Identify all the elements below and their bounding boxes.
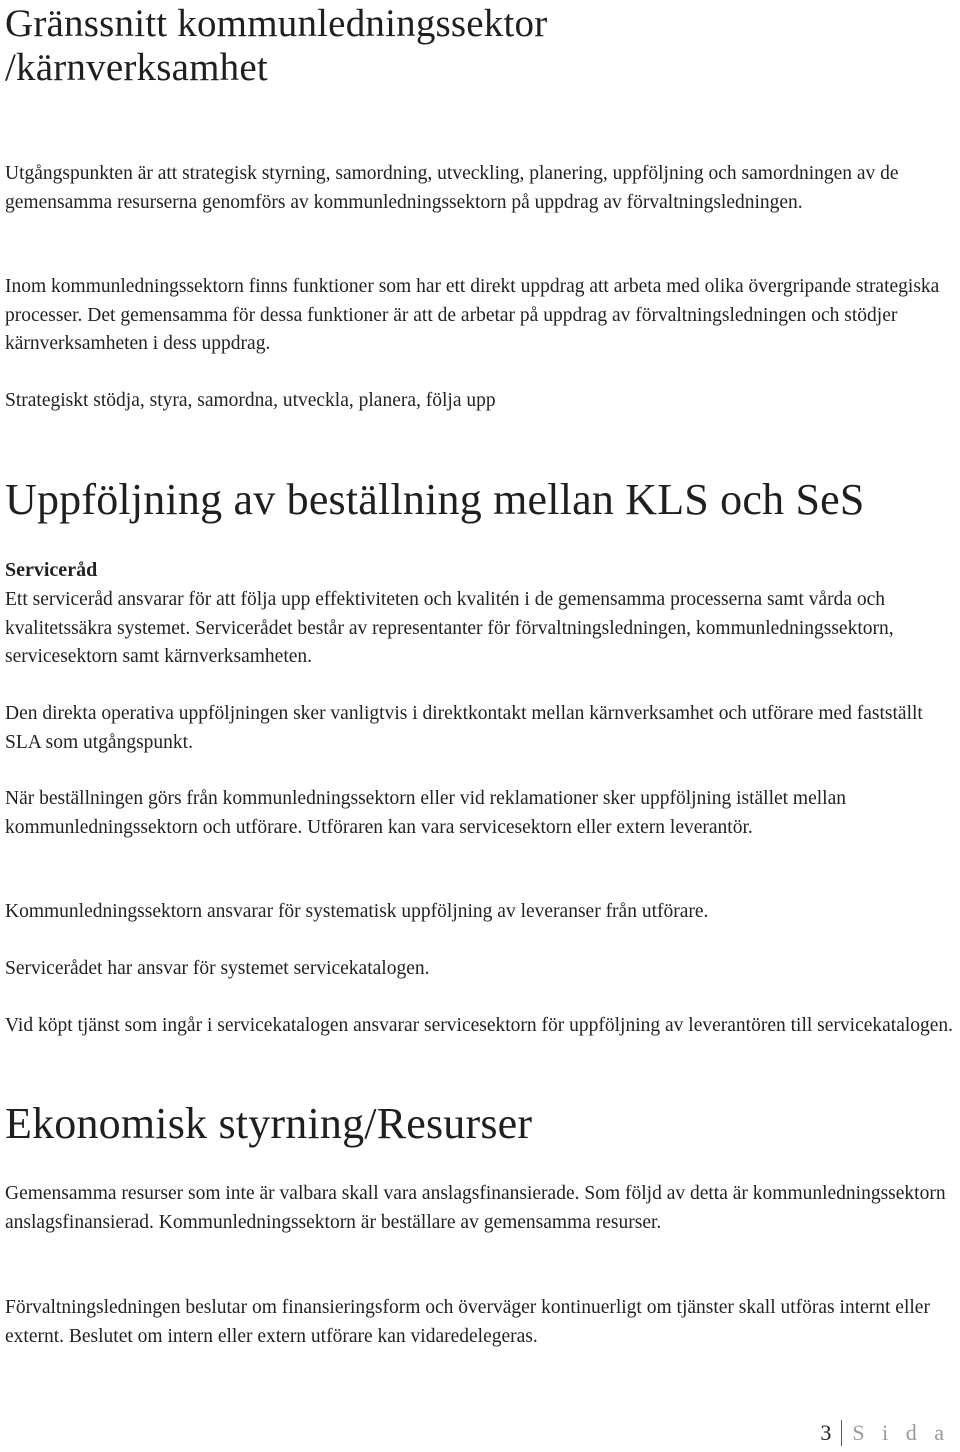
paragraph: Strategiskt stödja, styra, samordna, utveckla, planera, följa upp <box>5 390 496 411</box>
footer-divider <box>841 1420 842 1446</box>
paragraph: Utgångspunkten är att strategisk styrning, samordning, utveckling, planering, uppföljning och samordningen av de gemensamma resurserna genomförs av kommunledningssektorn på uppdrag av förvaltningsledningen. <box>5 163 899 213</box>
section-title-grannssnitt <box>5 2 955 90</box>
paragraph: När beställningen görs från kommunledningssektorn eller vid reklamationer sker uppföljning istället mellan kommunledningssektorn och utförare. Utföraren kan vara servicesektorn eller extern leverantör. <box>5 788 846 838</box>
title-line-2: /kärnverksamhet <box>5 46 268 89</box>
section-title-ekonomisk: Ekonomisk styrning/Resurser <box>5 1099 533 1148</box>
paragraph: Den direkta operativa uppföljningen sker vanligtvis i direktkontakt mellan kärnverksamhet och utförare med fastställt SLA som utgångspunkt. <box>5 703 923 753</box>
title-line-1: Gränssnitt kommunledningssektor <box>5 2 548 45</box>
page-label: S i d a <box>852 1420 950 1445</box>
paragraph: Inom kommunledningssektorn finns funktioner som har ett direkt uppdrag att arbeta med olika övergripande strategiska processer. Det gemensamma för dessa funktioner är att de arbetar på uppdrag av förvaltningsledningen och stödjer kärnverksamheten i dess uppdrag. <box>5 276 940 354</box>
paragraph: Vid köpt tjänst som ingår i servicekatalogen ansvarar servicesektorn för uppföljning av leverantören till servicekatalogen. <box>5 1015 954 1036</box>
subheading-servicerad: Serviceråd <box>5 559 98 581</box>
paragraph: Gemensamma resurser som inte är valbara skall vara anslagsfinansierade. Som följd av detta är kommunledningssektorn anslagsfinansierad. Kommunledningssektorn är beställare av gemensamma resurser. <box>5 1183 946 1233</box>
paragraph: Förvaltningsledningen beslutar om finansieringsform och överväger kontinuerligt om tjänster skall utföras internt eller externt. Beslutet om intern eller extern utförare kan vidaredelegeras. <box>5 1297 930 1347</box>
page-footer <box>820 1420 950 1446</box>
paragraph: Ett serviceråd ansvarar för att följa upp effektiviteten och kvalitén i de gemensamma processerna samt vårda och kvalitetssäkra systemet. Servicerådet består av representanter för förvaltningsledningen, kommunledningssektorn, servicesektorn samt kärnverksamheten. <box>5 589 894 667</box>
paragraph: Servicerådet har ansvar för systemet servicekatalogen. <box>5 958 430 979</box>
page-number: 3 <box>820 1420 832 1445</box>
section-title-uppfoljning: Uppföljning av beställning mellan KLS och SeS <box>5 475 865 524</box>
paragraph: Kommunledningssektorn ansvarar för systematisk uppföljning av leveranser från utförare. <box>5 901 709 922</box>
